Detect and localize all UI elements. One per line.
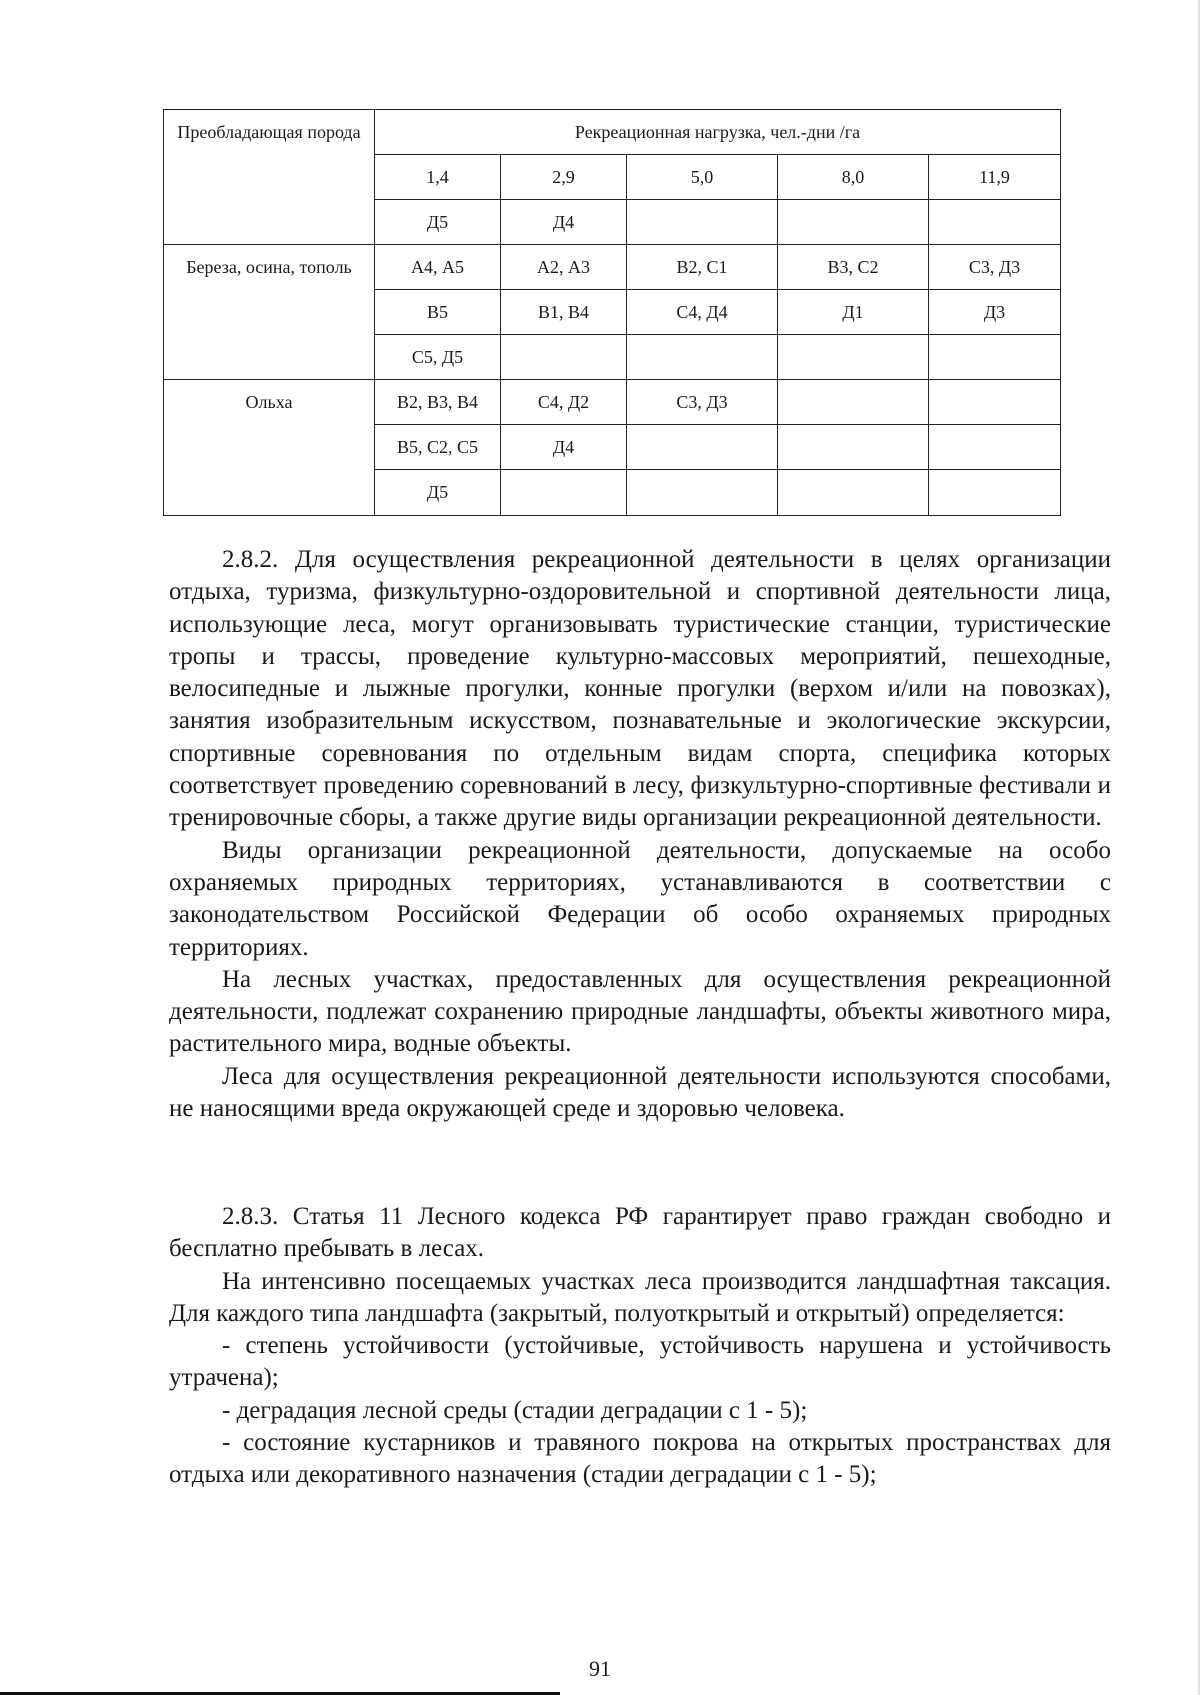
paragraph: На интенсивно посещаемых участках леса производится ландшафтная таксация. Для каждого типа ландшафта (закрытый, полуоткрытый и открытый) определяется: <box>169 1267 1111 1327</box>
table-cell: С4, Д4 <box>627 290 778 335</box>
table-cell: С3, Д3 <box>627 380 778 425</box>
paragraph: На лесных участках, предоставленных для осуществления рекреационной деятельности, подлежат сохранению природные ландшафты, объекты животного мира, растительного мира, водные объекты. <box>169 965 1111 1058</box>
table-cell: Д4 <box>501 425 627 470</box>
load-value-cell: 11,9 <box>929 155 1061 200</box>
table-cell: В2, С1 <box>627 245 778 290</box>
paragraph: - состояние кустарников и травяного покрова на открытых пространствах для отдыха или декоративного назначения (стадии деградации с 1 - 5); <box>169 1429 1111 1489</box>
section-2-8-3 <box>169 1201 1111 1492</box>
table-cell <box>627 200 778 245</box>
table-header-row <box>164 110 1061 155</box>
page-number: 91 <box>589 1656 611 1681</box>
table-cell <box>929 335 1061 380</box>
table-cell <box>778 200 929 245</box>
table-cell <box>627 470 778 516</box>
load-value-cell: 2,9 <box>501 155 627 200</box>
table-cell: Д1 <box>778 290 929 335</box>
paragraph: - деградация лесной среды (стадии деградации с 1 - 5); <box>222 1396 808 1424</box>
table-row <box>164 245 1061 290</box>
table-cell <box>778 335 929 380</box>
section-2-8-2 <box>169 544 1111 1125</box>
load-value-cell: 5,0 <box>627 155 778 200</box>
table-cell: Д3 <box>929 290 1061 335</box>
table-cell: Д5 <box>375 200 501 245</box>
paragraph: 2.8.2. Для осуществления рекреационной деятельности в целях организации отдыха, туризма, физкультурно-оздоровительной и спортивной деятельности лица, использующие леса, могут организовывать туристические станции, туристические тропы и трассы, проведение культурно-массовых мероприятий, пешеходные, велосипедные и лыжные прогулки, конные прогулки (верхом и/или на повозках), занятия изобразительным искусством, познавательные и экологические экскурсии, спортивные соревнования по отдельным видам спорта, специфика которых соответствует проведению соревнований в лесу, физкультурно-спортивные фестивали и тренировочные сборы, а также другие виды организации рекреационной деятельности. <box>169 546 1111 832</box>
table-cell <box>778 425 929 470</box>
table-cell: В5 <box>375 290 501 335</box>
table-cell <box>627 425 778 470</box>
species-cell-birch: Береза, осина, тополь <box>164 245 375 380</box>
table-cell: А2, А3 <box>501 245 627 290</box>
table-cell <box>929 380 1061 425</box>
table-cell <box>929 200 1061 245</box>
paragraph: Виды организации рекреационной деятельности, допускаемые на особо охраняемых природных территориях, устанавливаются в соответствии с законодательством Российской Федерации об особо охраняемых природных территориях. <box>169 836 1111 961</box>
table-cell: В2, В3, В4 <box>375 380 501 425</box>
table-cell <box>501 335 627 380</box>
paragraph: Леса для осуществления рекреационной деятельности используются способами, не наносящими вреда окружающей среде и здоровью человека. <box>169 1062 1111 1123</box>
table-cell: А4, А5 <box>375 245 501 290</box>
table-cell <box>929 425 1061 470</box>
table-cell <box>627 335 778 380</box>
table-cell: Д4 <box>501 200 627 245</box>
recreational-load-table <box>163 109 1061 516</box>
paragraph: 2.8.3. Статья 11 Лесного кодекса РФ гарантирует право граждан свободно и бесплатно пребывать в лесах. <box>169 1203 1111 1263</box>
table-cell: С3, Д3 <box>929 245 1061 290</box>
table-cell: В1, В4 <box>501 290 627 335</box>
table-cell: С4, Д2 <box>501 380 627 425</box>
table-cell <box>778 470 929 516</box>
table-cell: В3, С2 <box>778 245 929 290</box>
species-header-cell: Преобладающая порода <box>164 110 375 245</box>
table-cell <box>501 470 627 516</box>
load-value-cell: 1,4 <box>375 155 501 200</box>
page-right-shadow <box>1196 0 1200 1695</box>
table-row <box>164 380 1061 425</box>
table-cell: С5, Д5 <box>375 335 501 380</box>
load-header-cell: Рекреационная нагрузка, чел.-дни /га <box>375 110 1061 155</box>
table-cell: В5, С2, С5 <box>375 425 501 470</box>
table-cell: Д5 <box>375 470 501 516</box>
load-value-cell: 8,0 <box>778 155 929 200</box>
paragraph: - степень устойчивости (устойчивые, устойчивость нарушена и устойчивость утрачена); <box>169 1332 1111 1392</box>
table-cell <box>929 470 1061 516</box>
species-cell-alder: Ольха <box>164 380 375 516</box>
table-cell <box>778 380 929 425</box>
